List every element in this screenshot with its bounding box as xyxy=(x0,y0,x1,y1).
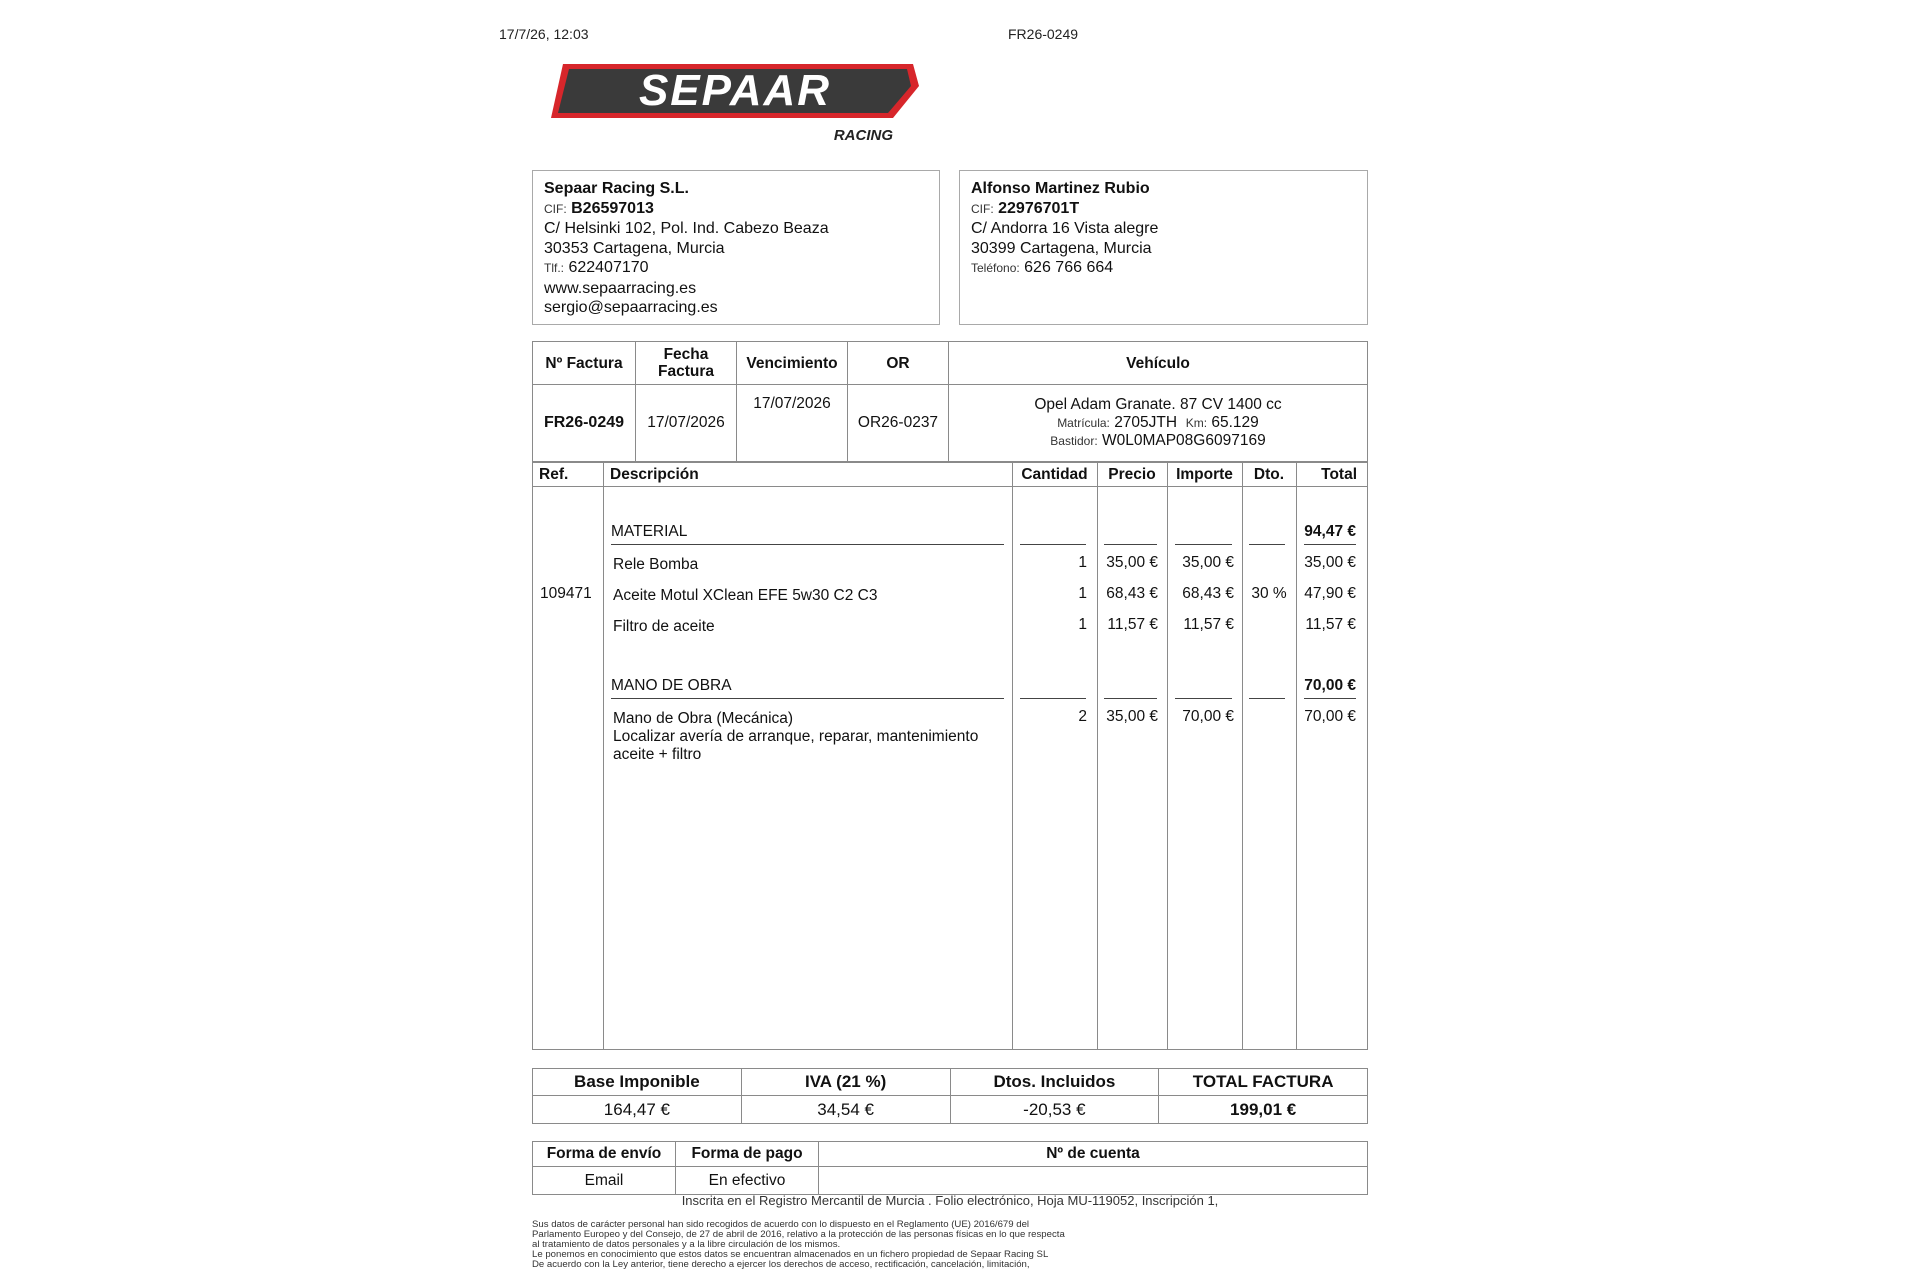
total-label: TOTAL FACTURA xyxy=(1159,1069,1368,1096)
col-desc-header: Descripción xyxy=(610,466,699,483)
print-doc-id: FR26-0249 xyxy=(1008,26,1079,42)
legal-notice: Sus datos de carácter personal han sido recogidos de acuerdo con lo dispuesto en el Reglamento (UE) 2016/679 del Parlamento Europeo y del Consejo, de 27 de abril de 2016, relativo a la protección de las personas físicas en lo que respecta al tratamiento de datos personales y a la libre circulación de los mismos. Le ponemos en conocimiento que estos datos se encuentran almacenados en un fichero propiedad de Sepaar Racing SL De acuerdo con la Ley anterior, tiene derecho a ejercer los derechos de acceso, rectificación, cancelación, limitación, xyxy=(532,1219,1065,1270)
line-item-amount: 35,00 € xyxy=(1182,554,1234,571)
seller-city: 30353 Cartagena, Murcia xyxy=(544,239,725,257)
line-item-price: 11,57 € xyxy=(1107,616,1158,633)
col-price-header: Precio xyxy=(1108,466,1156,483)
print-datetime: 17/7/26, 12:03 xyxy=(499,26,589,42)
col-disc-header: Dto. xyxy=(1253,466,1285,483)
shipping-value: Email xyxy=(533,1167,676,1195)
client-city: 30399 Cartagena, Murcia xyxy=(971,239,1152,257)
discounts-value: -20,53 € xyxy=(950,1096,1159,1124)
invoice-or-header: OR xyxy=(848,342,949,385)
line-item-total: 70,00 € xyxy=(1304,708,1356,725)
payment-method-value: En efectivo xyxy=(676,1167,819,1195)
invoice-vehicle: Opel Adam Granate. 87 CV 1400 cc Matrícula: 2705JTH Km: 65.129 Bastidor: W0L0MAP08G6097169 xyxy=(949,385,1368,462)
invoice-date: 17/07/2026 xyxy=(636,385,737,462)
seller-cif: B26597013 xyxy=(571,199,654,217)
account-value xyxy=(819,1167,1368,1195)
client-name: Alfonso Martinez Rubio xyxy=(971,180,1150,197)
col-amount-header: Importe xyxy=(1176,466,1233,483)
col-ref-header: Ref. xyxy=(539,466,569,483)
base-value: 164,47 € xyxy=(533,1096,742,1124)
vehicle-model: Opel Adam Granate. 87 CV 1400 cc xyxy=(1034,396,1282,413)
seller-web: www.sepaarracing.es xyxy=(544,279,697,297)
line-item-desc: Filtro de aceite xyxy=(613,618,715,635)
line-item-qty: 2 xyxy=(1078,708,1087,725)
line-item-price: 35,00 € xyxy=(1106,708,1158,725)
logo-brand-text: SEPAAR xyxy=(638,66,832,115)
vehicle-vin: W0L0MAP08G6097169 xyxy=(1101,432,1266,449)
line-item-qty: 1 xyxy=(1078,585,1087,602)
invoice-info-table xyxy=(532,341,1368,462)
line-item-qty: 1 xyxy=(1078,554,1087,571)
client-cif-label: CIF: xyxy=(971,201,994,216)
payment-table xyxy=(532,1141,1368,1195)
line-item-amount: 68,43 € xyxy=(1182,585,1234,602)
client-phone-label: Teléfono: xyxy=(971,261,1020,275)
sepaar-racing-logo xyxy=(545,56,930,144)
vehicle-plate: 2705JTH xyxy=(1114,414,1178,431)
invoice-number: FR26-0249 xyxy=(533,385,636,462)
line-item-price: 35,00 € xyxy=(1106,554,1158,571)
line-item-total: 11,57 € xyxy=(1305,616,1356,633)
client-phone: 626 766 664 xyxy=(1024,259,1114,276)
seller-phone: 622407170 xyxy=(568,259,649,276)
invoice-or: OR26-0237 xyxy=(848,385,949,462)
group-labor-total: 70,00 € xyxy=(1304,677,1356,694)
totals-table xyxy=(532,1068,1368,1124)
total-value: 199,01 € xyxy=(1159,1096,1368,1124)
col-qty-header: Cantidad xyxy=(1021,466,1088,483)
line-item-total: 35,00 € xyxy=(1304,554,1356,571)
line-item-total: 47,90 € xyxy=(1304,585,1356,602)
seller-name: Sepaar Racing S.L. xyxy=(544,180,689,197)
logo-sub-text: RACING xyxy=(833,127,893,144)
account-label: Nº de cuenta xyxy=(819,1142,1368,1167)
line-items-table xyxy=(532,462,1368,1050)
line-item-desc: Rele Bomba xyxy=(613,556,699,573)
invoice-due-header: Vencimiento xyxy=(737,342,848,385)
invoice-date-header: Fecha Factura xyxy=(636,342,737,385)
group-material-total: 94,47 € xyxy=(1304,523,1356,540)
line-item-amount: 11,57 € xyxy=(1183,616,1234,633)
seller-phone-label: Tlf.: xyxy=(544,261,564,275)
group-material-title: MATERIAL xyxy=(611,523,688,540)
col-total-header: Total xyxy=(1321,466,1357,483)
group-labor-title: MANO DE OBRA xyxy=(611,677,732,694)
line-item-amount: 70,00 € xyxy=(1182,708,1234,725)
seller-box xyxy=(532,170,940,325)
client-cif: 22976701T xyxy=(998,199,1080,217)
invoice-vehicle-header: Vehículo xyxy=(949,342,1368,385)
shipping-label: Forma de envío xyxy=(533,1142,676,1167)
seller-cif-label: CIF: xyxy=(544,201,567,216)
line-item-desc: Mano de Obra (Mecánica) Localizar avería de arranque, reparar, mantenimiento aceite + filtro xyxy=(613,710,979,763)
vehicle-km: 65.129 xyxy=(1211,414,1259,431)
client-box xyxy=(959,170,1368,325)
seller-email: sergio@sepaarracing.es xyxy=(544,299,718,316)
client-address: C/ Andorra 16 Vista alegre xyxy=(971,220,1159,237)
payment-method-label: Forma de pago xyxy=(676,1142,819,1167)
invoice-due: 17/07/2026 xyxy=(737,385,848,462)
base-label: Base Imponible xyxy=(533,1069,742,1096)
iva-value: 34,54 € xyxy=(741,1096,950,1124)
line-ref: 109471 xyxy=(540,585,592,602)
iva-label: IVA (21 %) xyxy=(741,1069,950,1096)
invoice-number-header: Nº Factura xyxy=(533,342,636,385)
discounts-label: Dtos. Incluidos xyxy=(950,1069,1159,1096)
line-item-qty: 1 xyxy=(1078,616,1087,633)
line-item-price: 68,43 € xyxy=(1106,585,1158,602)
line-item-discount: 30 % xyxy=(1251,585,1287,602)
line-item-desc: Aceite Motul XClean EFE 5w30 C2 C3 xyxy=(613,587,878,604)
seller-address: C/ Helsinki 102, Pol. Ind. Cabezo Beaza xyxy=(544,220,829,237)
registry-note: Inscrita en el Registro Mercantil de Murcia . Folio electrónico, Hoja MU-119052, Inscripción 1, xyxy=(681,1193,1219,1208)
